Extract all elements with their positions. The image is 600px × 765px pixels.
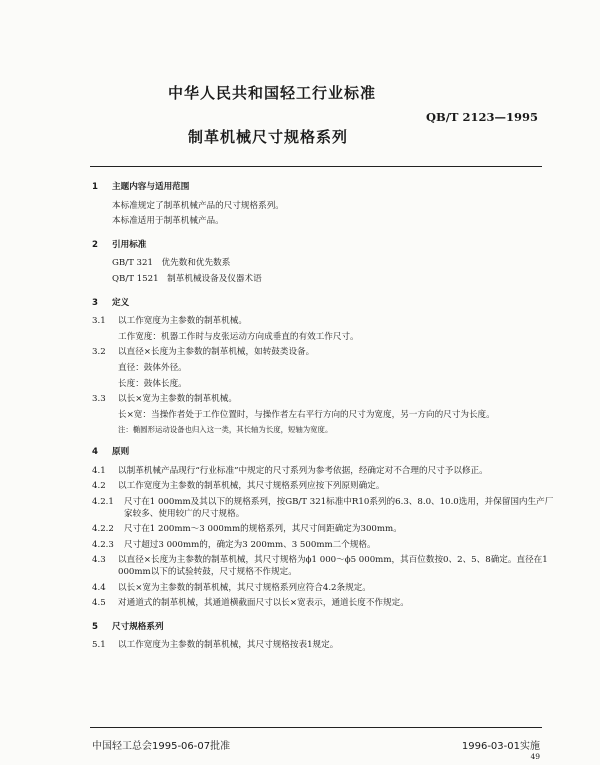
document-body xyxy=(92,182,556,656)
clause: 4.1 以制革机械产品现行“行业标准”中规定的尺寸系列为参考依据，经确定对不合理的尺寸予以修正。 xyxy=(92,465,488,476)
clause: 4.2.1 尺寸在1 000mm及其以下的规格系列，按GB/T 321标准中R10系列的6.3、8.0、10.0选用，并保留国内生产厂家较多、使用较广的尺寸规格。 xyxy=(92,497,554,519)
section-heading-3: 3 定义 xyxy=(92,297,130,308)
clause: 4.4 以长×宽为主参数的制革机械，其尺寸规格系列应符合4.2条规定。 xyxy=(92,582,371,593)
header-divider xyxy=(90,166,542,167)
section-heading-4: 4 原则 xyxy=(92,447,130,458)
clause: 4.2.2 尺寸在1 200mm～3 000mm的规格系列，其尺寸间距确定为300mm。 xyxy=(92,524,402,535)
definition: 工作宽度：机器工作时与皮张运动方向成垂直的有效工作尺寸。 xyxy=(118,331,359,342)
implementation-date: 1996-03-01实施 xyxy=(461,741,540,752)
definition: 直径：鼓体外径。 xyxy=(118,362,187,373)
document-title: 制革机械尺寸规格系列 xyxy=(188,128,349,146)
standard-number: QB/T 2123—1995 xyxy=(425,110,538,124)
clause: 4.2 以工作宽度为主参数的制革机械，其尺寸规格系列应按下列原则确定。 xyxy=(92,481,385,492)
note: 注：椭圆形运动设备也归入这一类，其长轴为长度，短轴为宽度。 xyxy=(118,425,333,435)
clause: 4.5 对通道式的制革机械，其通道横截面尺寸以长×宽表示，通道长度不作规定。 xyxy=(92,598,409,609)
definition: 长×宽：当操作者处于工作位置时，与操作者左右平行方向的尺寸为宽度，另一方向的尺寸为长度。 xyxy=(118,409,495,420)
section-heading-5: 5 尺寸规格系列 xyxy=(92,621,164,632)
section-heading-2: 2 引用标准 xyxy=(92,239,147,250)
clause: 3.1 以工作宽度为主参数的制革机械。 xyxy=(92,316,247,327)
clause: 3.2 以直径×长度为主参数的制革机械，如转鼓类设备。 xyxy=(92,347,315,358)
paragraph: 本标准适用于制革机械产品。 xyxy=(112,216,224,227)
clause: 5.1 以工作宽度为主参数的制革机械，其尺寸规格按表1规定。 xyxy=(92,640,339,651)
reference-item: QB/T 1521 制革机械设备及仪器术语 xyxy=(112,273,262,284)
definition: 长度：鼓体长度。 xyxy=(118,378,187,389)
industry-standard-heading: 中华人民共和国轻工行业标准 xyxy=(168,84,377,102)
section-heading-1: 1 主题内容与适用范围 xyxy=(92,182,190,192)
paragraph: 本标准规定了制革机械产品的尺寸规格系列。 xyxy=(112,200,284,211)
reference-item: GB/T 321 优先数和优先数系 xyxy=(112,258,231,269)
clause: 3.3 以长×宽为主参数的制革机械。 xyxy=(92,394,237,405)
clause: 4.2.3 尺寸超过3 000mm的，确定为3 200mm、3 500mm二个规格。 xyxy=(92,539,376,550)
approval-line: 中国轻工总会1995-06-07批准 xyxy=(92,741,231,752)
page-number: 49 xyxy=(530,752,540,761)
clause: 4.3 以直径×长度为主参数的制革机械，其尺寸规格为ϕ1 000～ϕ5 000mm，其百位数按0、2、5、8确定。直径在1 000mm以下的试验转鼓，尺寸规格不作规定。 xyxy=(92,555,548,578)
footer-divider xyxy=(90,727,542,728)
